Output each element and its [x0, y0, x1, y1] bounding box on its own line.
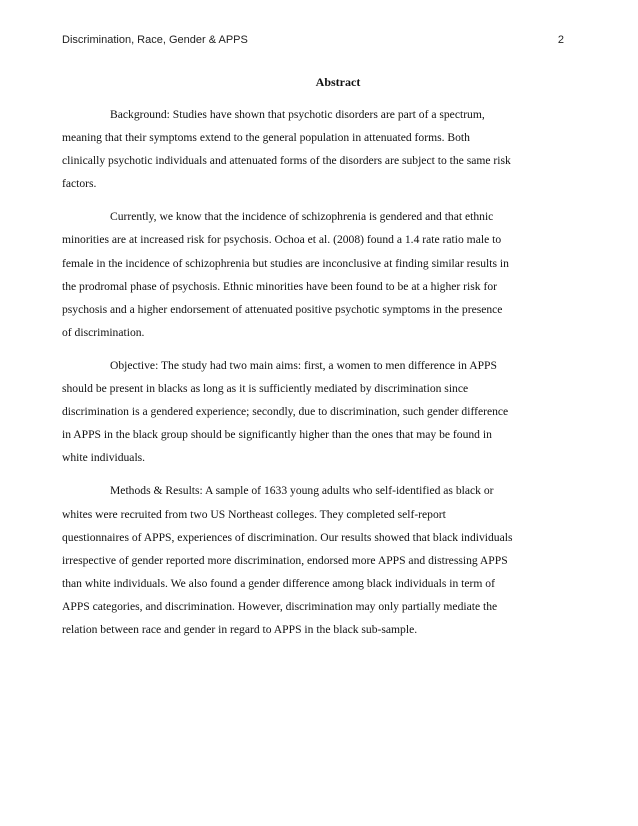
paragraph-currently	[62, 205, 564, 344]
text-line: psychosis and a higher endorsement of attenuated positive psychotic symptoms in the presence	[62, 302, 503, 316]
text-line: white individuals.	[62, 451, 146, 465]
text-line: meaning that their symptoms extend to the general population in attenuated forms. Both	[62, 131, 470, 145]
text-line: APPS categories, and discrimination. However, discrimination may only partially mediate the	[62, 599, 498, 613]
text-line: than white individuals. We also found a gender difference among black individuals in term of	[62, 576, 495, 590]
text-line: relation between race and gender in regard to APPS in the black sub-sample.	[62, 622, 418, 636]
text-line: Objective: The study had two main aims: first, a women to men difference in APPS	[110, 358, 497, 372]
text-line: whites were recruited from two US Northeast colleges. They completed self-report	[62, 507, 446, 521]
abstract-heading: Abstract	[315, 75, 361, 89]
text-line: factors.	[62, 177, 97, 191]
text-line: the prodromal phase of psychosis. Ethnic minorities have been found to be at a higher risk for	[62, 279, 497, 293]
text-line: Currently, we know that the incidence of schizophrenia is gendered and that ethnic	[110, 210, 494, 224]
abstract-body	[62, 103, 564, 651]
text-line: discrimination is a gendered experience; secondly, due to discrimination, such gender difference	[62, 405, 509, 419]
text-line: should be present in blacks as long as it is sufficiently mediated by discrimination since	[62, 382, 469, 396]
text-line: irrespective of gender reported more discrimination, endorsed more APPS and distressing APPS	[62, 553, 508, 567]
text-line: in APPS in the black group should be significantly higher than the ones that may be found in	[62, 428, 492, 442]
running-title: Discrimination, Race, Gender & APPS	[62, 34, 248, 46]
page-header	[62, 34, 564, 50]
paragraph-methods-results	[62, 479, 564, 641]
page-number: 2	[557, 34, 564, 46]
text-line: clinically psychotic individuals and attenuated forms of the disorders are subject to the same risk	[62, 154, 511, 168]
text-line: of discrimination.	[62, 325, 145, 339]
paragraph-objective	[62, 354, 564, 469]
text-line: Background: Studies have shown that psychotic disorders are part of a spectrum,	[110, 108, 485, 121]
text-line: minorities are at increased risk for psychosis. Ochoa et al. (2008) found a 1.4 rate ratio male to	[62, 233, 502, 247]
text-line: questionnaires of APPS, experiences of discrimination. Our results showed that black individuals	[62, 530, 513, 544]
paragraph-background	[62, 103, 564, 195]
text-line: female in the incidence of schizophrenia but studies are inconclusive at finding similar results in	[62, 256, 509, 270]
text-line: Methods & Results: A sample of 1633 young adults who self-identified as black or	[110, 484, 494, 498]
